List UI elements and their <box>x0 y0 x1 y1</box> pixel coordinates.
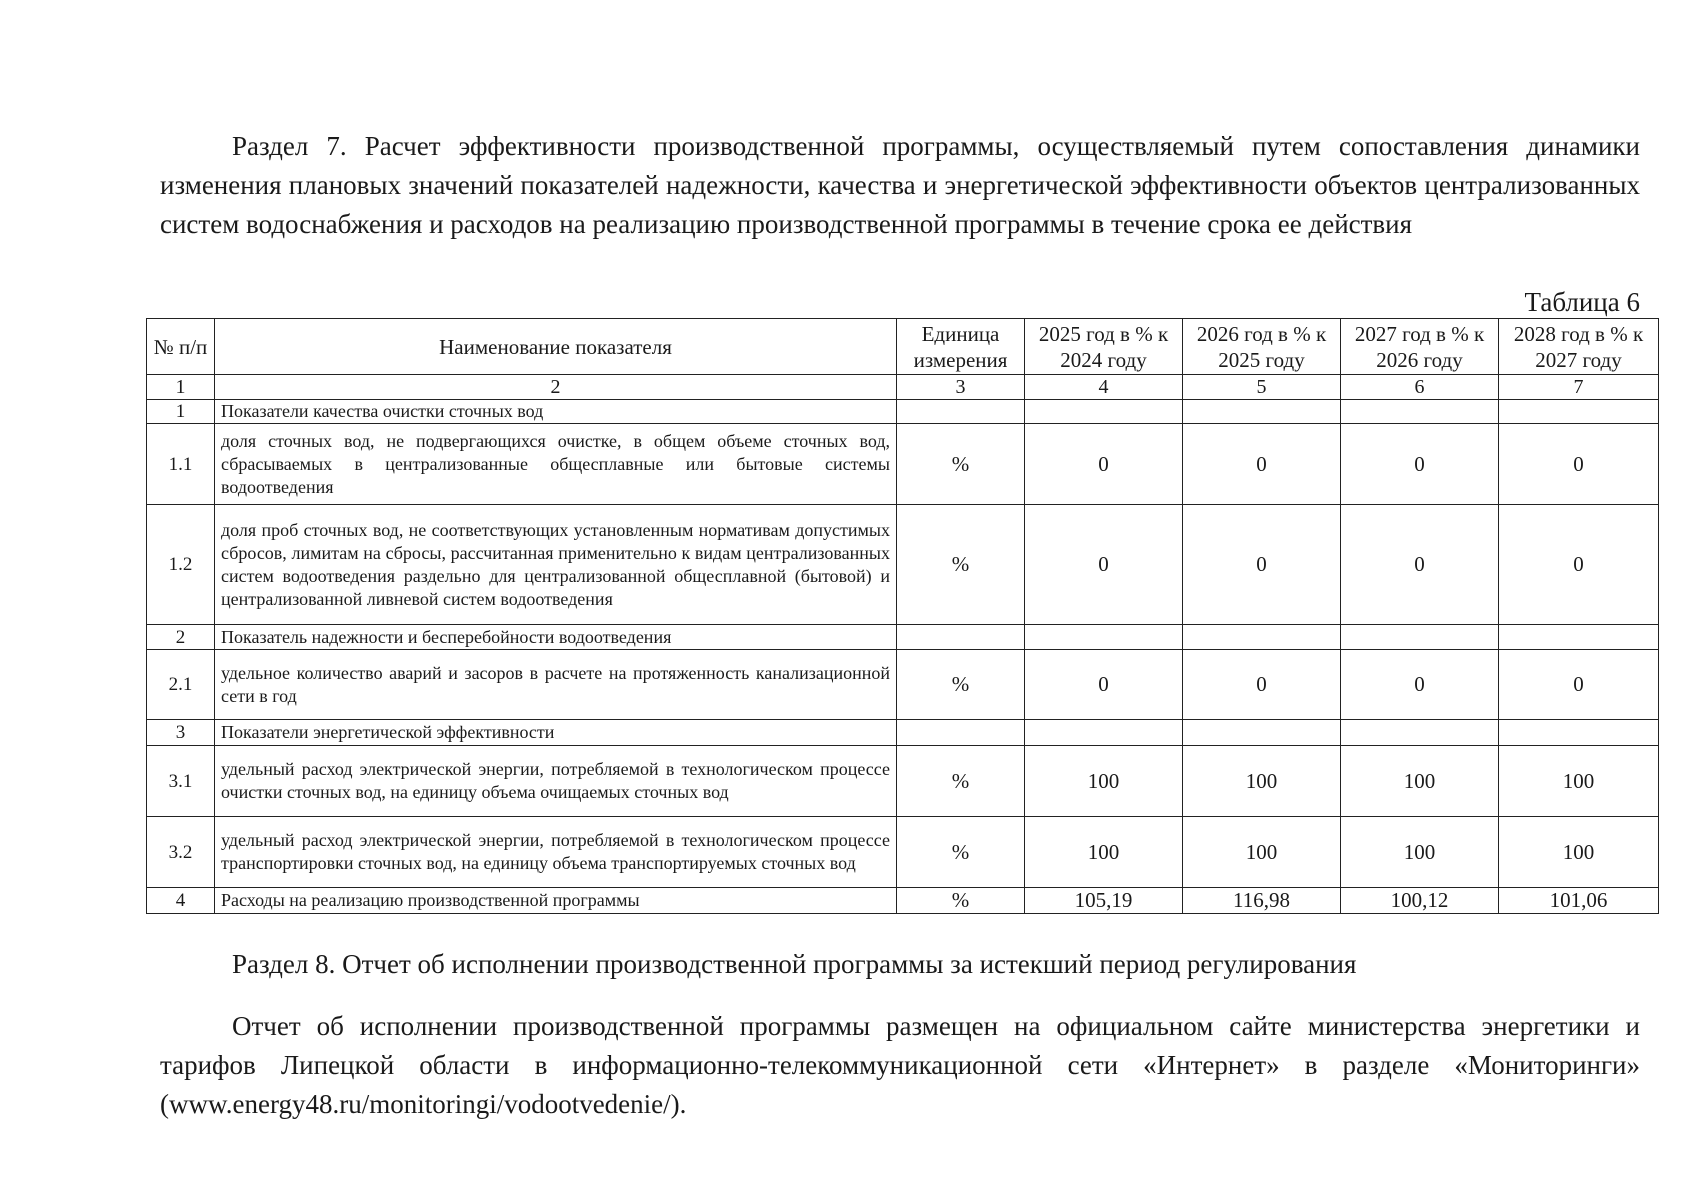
value-2027: 0 <box>1341 424 1499 505</box>
unit-cell: % <box>897 746 1025 817</box>
table-row <box>147 746 1659 817</box>
value-2025: 100 <box>1025 817 1183 888</box>
row-number: 2 <box>147 625 215 650</box>
value-2026: 0 <box>1183 424 1341 505</box>
index-cell: 4 <box>1025 375 1183 400</box>
unit-cell: % <box>897 888 1025 914</box>
table-row <box>147 817 1659 888</box>
table-row <box>147 720 1659 746</box>
indicator-group-name: Показатели энергетической эффективности <box>215 720 897 746</box>
value-2028: 101,06 <box>1499 888 1659 914</box>
table-row <box>147 505 1659 625</box>
value-2025: 0 <box>1025 650 1183 720</box>
value-2025: 100 <box>1025 746 1183 817</box>
value-2027 <box>1341 625 1499 650</box>
value-2026 <box>1183 720 1341 746</box>
header-unit: Единица измерения <box>897 319 1025 375</box>
unit-cell <box>897 720 1025 746</box>
value-2028: 0 <box>1499 424 1659 505</box>
table-row <box>147 400 1659 424</box>
section-7-heading: Раздел 7. Расчет эффективности производственной программы, осуществляемый путем сопоставления динамики изменения плановых значений показателей надежности, качества и энергетической эффективности объектов централизованных систем водоснабжения и расходов на реализацию производственной программы в течение срока ее действия <box>160 131 1640 239</box>
indicator-name: удельный расход электрической энергии, потребляемой в технологическом процессе очистки сточных вод, на единицу объема очищаемых сточных вод <box>215 746 897 817</box>
index-cell: 6 <box>1341 375 1499 400</box>
row-number: 3 <box>147 720 215 746</box>
value-2026: 0 <box>1183 505 1341 625</box>
value-2028 <box>1499 400 1659 424</box>
unit-cell: % <box>897 817 1025 888</box>
table-row <box>147 888 1659 914</box>
indicator-group-name: Показатель надежности и бесперебойности водоотведения <box>215 625 897 650</box>
row-number: 3.1 <box>147 746 215 817</box>
value-2027 <box>1341 720 1499 746</box>
value-2025 <box>1025 400 1183 424</box>
header-2028: 2028 год в % к 2027 году <box>1499 319 1659 375</box>
value-2025: 105,19 <box>1025 888 1183 914</box>
indicator-name: удельное количество аварий и засоров в расчете на протяженность канализационной сети в год <box>215 650 897 720</box>
row-number: 2.1 <box>147 650 215 720</box>
table-row <box>147 424 1659 505</box>
indicator-name: доля проб сточных вод, не соответствующих установленным нормативам допустимых сбросов, лимитам на сбросы, рассчитанная применительно к видам централизованных систем водоотведения раздельно для централизованной общесплавной (бытовой) и централизованной ливневой систем водоотведения <box>215 505 897 625</box>
unit-cell: % <box>897 424 1025 505</box>
value-2026: 100 <box>1183 746 1341 817</box>
value-2025: 0 <box>1025 505 1183 625</box>
value-2028: 100 <box>1499 817 1659 888</box>
value-2027: 100 <box>1341 817 1499 888</box>
value-2026 <box>1183 400 1341 424</box>
value-2027: 0 <box>1341 650 1499 720</box>
value-2028: 0 <box>1499 650 1659 720</box>
header-2026: 2026 год в % к 2025 году <box>1183 319 1341 375</box>
value-2027: 0 <box>1341 505 1499 625</box>
value-2027: 100,12 <box>1341 888 1499 914</box>
value-2026: 100 <box>1183 817 1341 888</box>
header-name: Наименование показателя <box>215 319 897 375</box>
column-index-row <box>147 375 1659 400</box>
row-number: 1.1 <box>147 424 215 505</box>
unit-cell <box>897 625 1025 650</box>
indicator-name: удельный расход электрической энергии, потребляемой в технологическом процессе транспортировки сточных вод, на единицу объема транспортируемых сточных вод <box>215 817 897 888</box>
table-row <box>147 650 1659 720</box>
header-num: № п/п <box>147 319 215 375</box>
indicator-name: доля сточных вод, не подвергающихся очистке, в общем объеме сточных вод, сбрасываемых в централизованные общесплавные или бытовые системы водоотведения <box>215 424 897 505</box>
row-number: 3.2 <box>147 817 215 888</box>
value-2025: 0 <box>1025 424 1183 505</box>
unit-cell <box>897 400 1025 424</box>
value-2028 <box>1499 720 1659 746</box>
value-2027: 100 <box>1341 746 1499 817</box>
value-2026: 0 <box>1183 650 1341 720</box>
header-2025: 2025 год в % к 2024 году <box>1025 319 1183 375</box>
indicator-group-name: Показатели качества очистки сточных вод <box>215 400 897 424</box>
indicator-name: Расходы на реализацию производственной программы <box>215 888 897 914</box>
unit-cell: % <box>897 505 1025 625</box>
value-2026 <box>1183 625 1341 650</box>
index-cell: 2 <box>215 375 897 400</box>
table-header-row <box>147 319 1659 375</box>
value-2028 <box>1499 625 1659 650</box>
index-cell: 5 <box>1183 375 1341 400</box>
index-cell: 1 <box>147 375 215 400</box>
section-8-heading: Раздел 8. Отчет об исполнении производственной программы за истекший период регулирования <box>232 949 1357 979</box>
index-cell: 7 <box>1499 375 1659 400</box>
unit-cell: % <box>897 650 1025 720</box>
table-caption: Таблица 6 <box>1524 287 1640 317</box>
row-number: 1.2 <box>147 505 215 625</box>
value-2025 <box>1025 625 1183 650</box>
table-row <box>147 625 1659 650</box>
indicators-table <box>146 318 1659 914</box>
index-cell: 3 <box>897 375 1025 400</box>
value-2028: 100 <box>1499 746 1659 817</box>
row-number: 4 <box>147 888 215 914</box>
header-2027: 2027 год в % к 2026 году <box>1341 319 1499 375</box>
value-2026: 116,98 <box>1183 888 1341 914</box>
value-2025 <box>1025 720 1183 746</box>
report-paragraph: Отчет об исполнении производственной программы размещен на официальном сайте министерства энергетики и тарифов Липецкой области в информационно-телекоммуникационной сети «Интернет» в разделе «Мониторинги» (www.energy48.ru/monitoringi/vodootvedenie/). <box>160 1011 1640 1119</box>
row-number: 1 <box>147 400 215 424</box>
value-2027 <box>1341 400 1499 424</box>
value-2028: 0 <box>1499 505 1659 625</box>
